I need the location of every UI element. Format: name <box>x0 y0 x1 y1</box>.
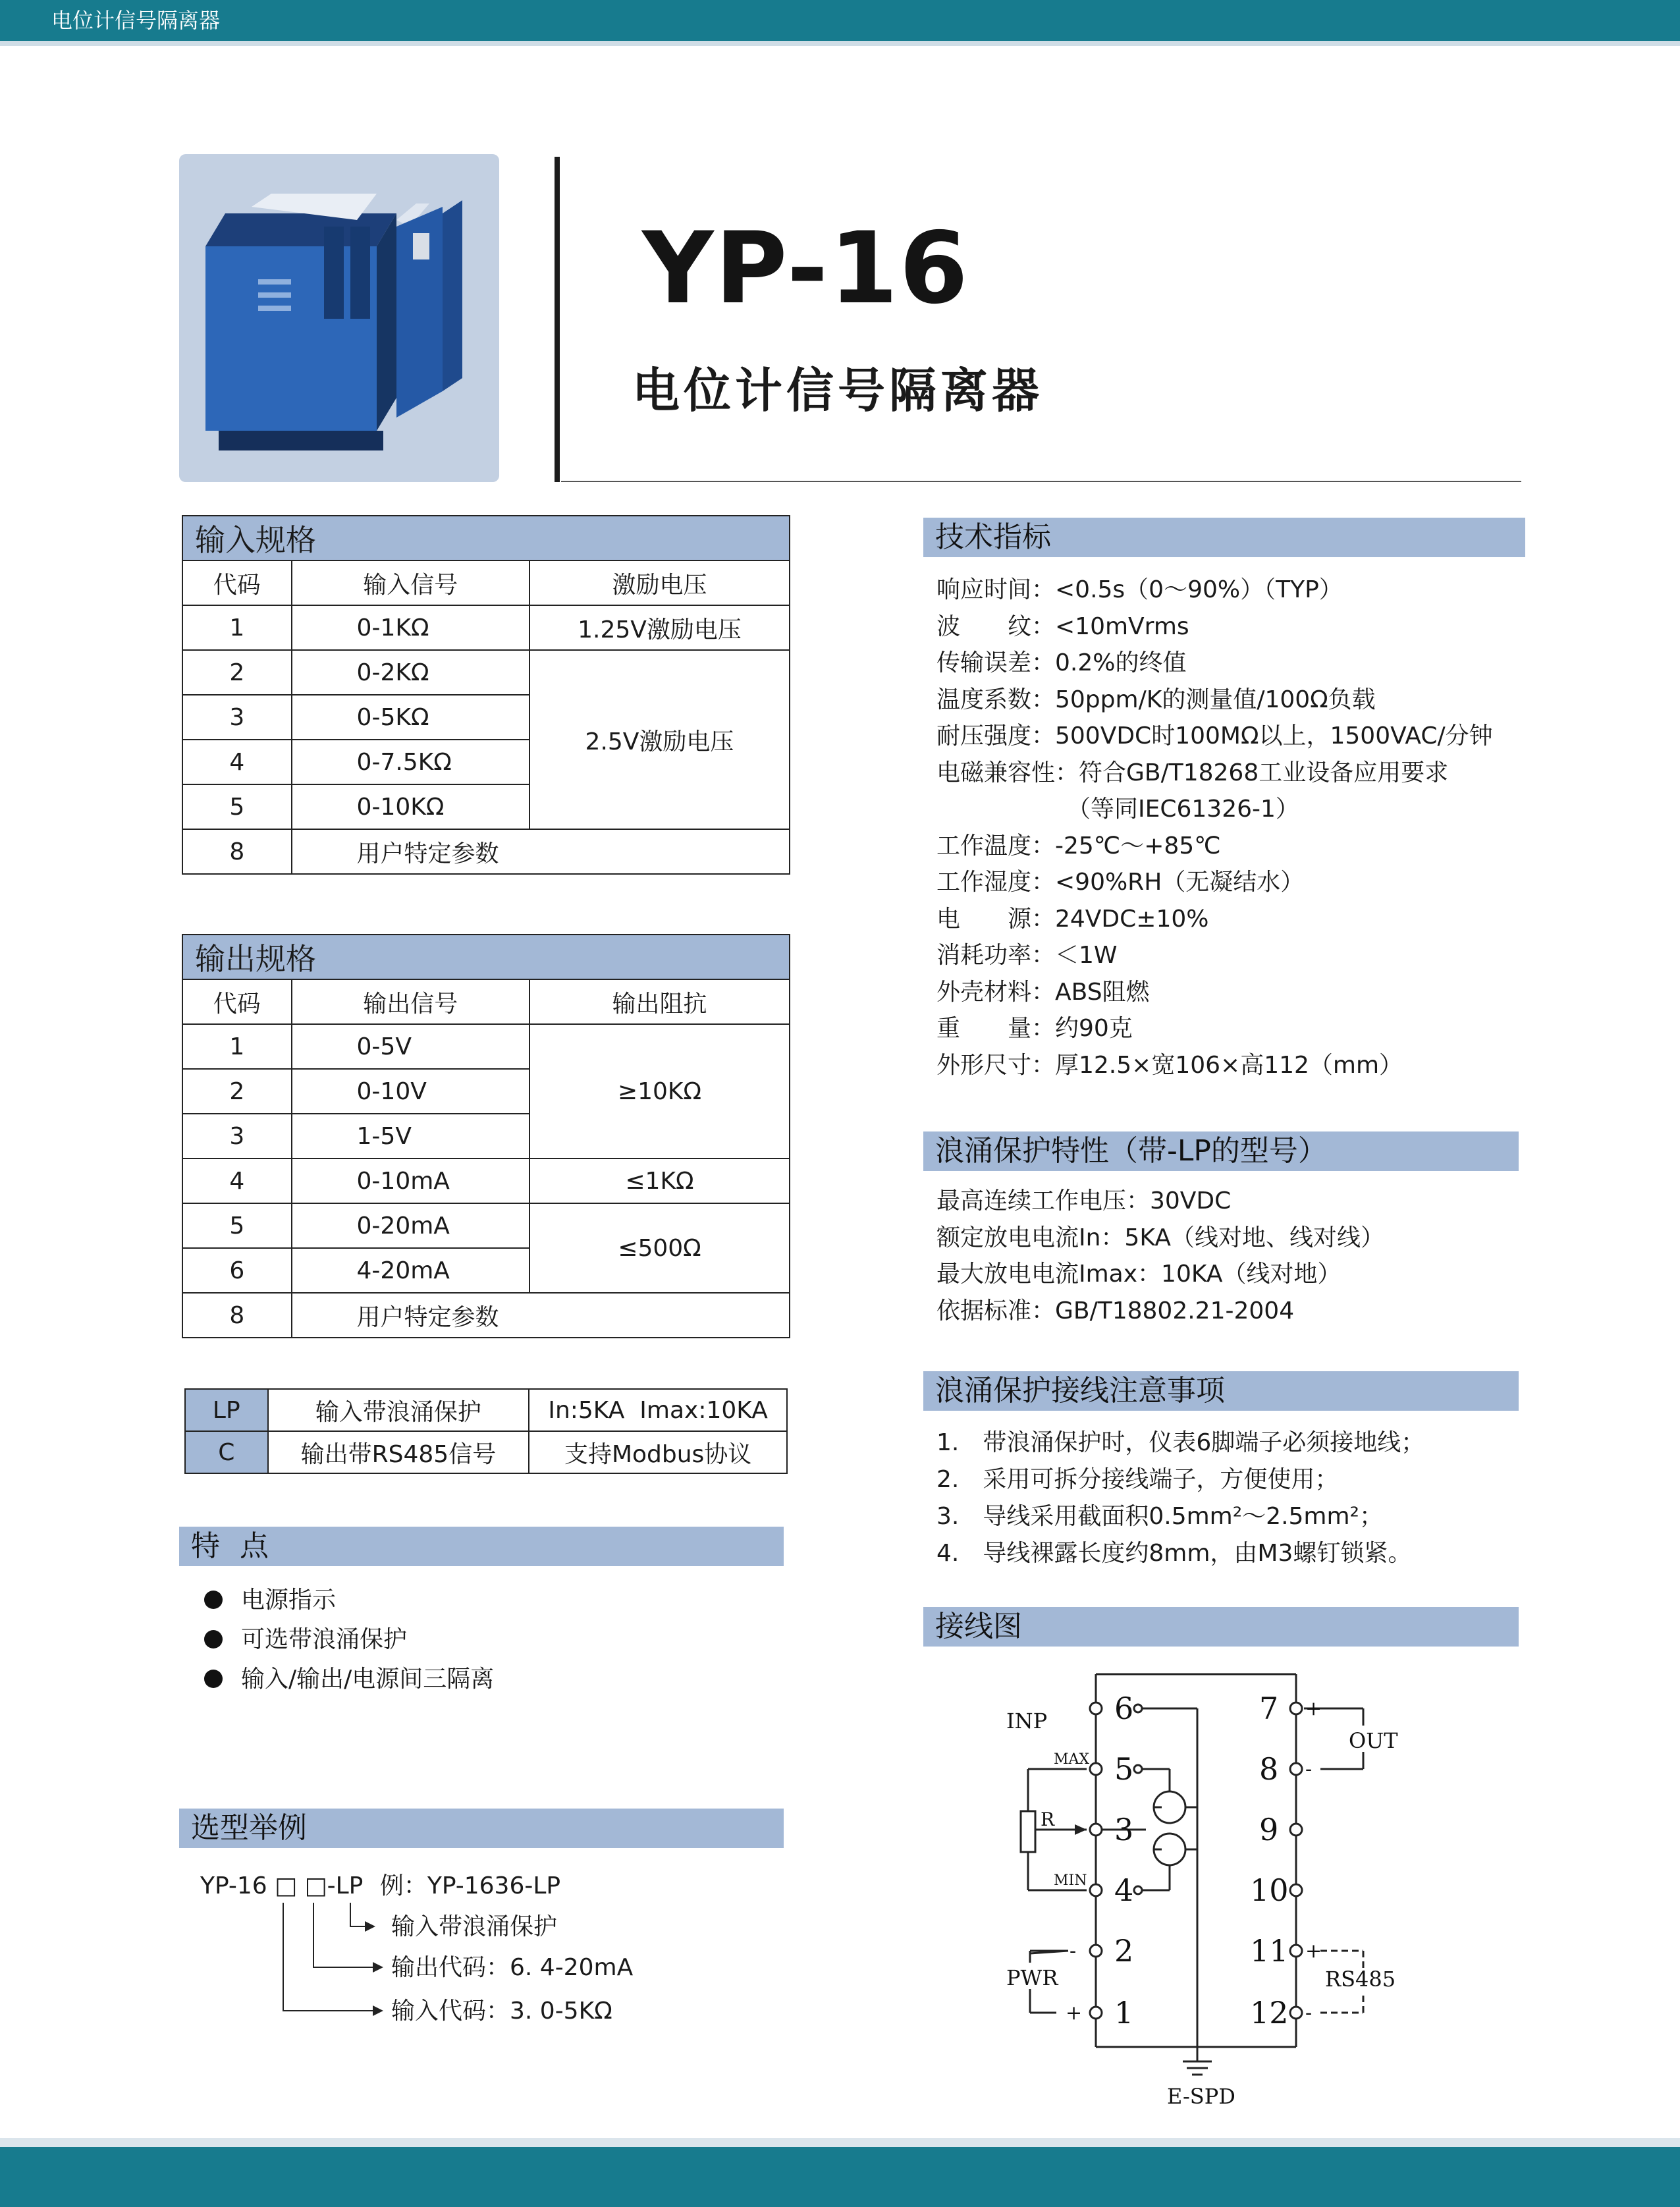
selection-title: 选型举例 <box>179 1809 784 1848</box>
table-row <box>182 1203 790 1248</box>
sign-label: - <box>1305 1758 1313 1781</box>
table-row <box>182 1158 790 1203</box>
output-signal: 1-5V <box>292 1114 529 1158</box>
list-item: 外形尺寸：厚12.5×宽106×高112（mm） <box>936 1051 1403 1079</box>
list-item: 电磁兼容性：符合GB/T18268工业设备应用要求 <box>936 759 1449 786</box>
header-bar <box>0 0 1680 41</box>
output-impedance: ≤1KΩ <box>529 1158 790 1203</box>
input-header-excitation: 激励电压 <box>529 560 790 605</box>
inp-label: INP <box>1006 1708 1048 1733</box>
table-row <box>185 1431 787 1473</box>
pin-label: 11 <box>1250 1933 1289 1969</box>
pin-label: 3 <box>1114 1812 1134 1847</box>
list-item: 电 源：24VDC±10% <box>936 905 1209 933</box>
pin-label: 5 <box>1114 1751 1134 1787</box>
title-divider-horizontal <box>561 481 1521 482</box>
table-row <box>182 605 790 650</box>
option-value: 支持Modbus协议 <box>529 1431 787 1473</box>
option-desc: 输入带浪涌保护 <box>268 1389 529 1431</box>
footer-divider <box>0 2138 1680 2147</box>
table-row <box>182 1024 790 1069</box>
option-code: C <box>185 1431 268 1473</box>
selection-arrows <box>277 1900 408 2019</box>
input-signal: 0-1KΩ <box>292 605 529 650</box>
input-signal: 0-7.5KΩ <box>292 740 529 784</box>
list-item: 重 量：约90克 <box>936 1015 1133 1042</box>
list-item: 最高连续工作电压：30VDC <box>936 1187 1232 1214</box>
option-code: LP <box>185 1389 268 1431</box>
list-item: 耐压强度：500VDC时100MΩ以上，1500VAC/分钟 <box>936 722 1493 749</box>
product-model: YP-16 <box>642 211 969 326</box>
bullet-icon <box>204 1630 223 1648</box>
list-item: 2. 采用可拆分接线端子，方便使用； <box>936 1466 1339 1493</box>
list-item: 电源指示 <box>204 1581 494 1620</box>
list-item: 响应时间：<0.5s（0～90%）（TYP） <box>936 576 1343 603</box>
list-item: 依据标准：GB/T18802.21-2004 <box>936 1297 1295 1324</box>
output-code: 2 <box>182 1069 292 1114</box>
input-signal: 0-10KΩ <box>292 784 529 829</box>
pin-label: 12 <box>1250 1995 1289 2030</box>
product-image <box>179 154 499 482</box>
bullet-icon <box>204 1591 223 1609</box>
tech-list <box>936 572 1493 1083</box>
sign-label: - <box>1070 1940 1077 1963</box>
input-signal: 0-2KΩ <box>292 650 529 695</box>
options-table <box>184 1388 788 1474</box>
espd-label: E-SPD <box>1167 2084 1235 2108</box>
selection-note: 输出代码：6. 4-20mA <box>391 1954 634 1981</box>
min-label: MIN <box>1054 1872 1087 1889</box>
output-code: 6 <box>182 1248 292 1293</box>
input-header-signal: 输入信号 <box>292 560 529 605</box>
output-code: 5 <box>182 1203 292 1248</box>
input-signal: 0-5KΩ <box>292 695 529 740</box>
list-item: 输入/输出/电源间三隔离 <box>204 1660 494 1699</box>
sign-label: + <box>1305 1940 1322 1963</box>
list-item: 3. 导线采用截面积0.5mm²～2.5mm²； <box>936 1503 1383 1530</box>
output-signal: 0-10V <box>292 1069 529 1114</box>
sign-label: - <box>1305 2002 1313 2025</box>
pin-label: 8 <box>1259 1751 1279 1787</box>
output-signal: 0-20mA <box>292 1203 529 1248</box>
diagram-title: 接线图 <box>923 1607 1519 1647</box>
pin-label: 9 <box>1259 1812 1279 1847</box>
input-code: 8 <box>182 829 292 874</box>
list-item: 波 纹：<10mVrms <box>936 613 1189 640</box>
pin-label: 6 <box>1114 1691 1134 1726</box>
pin-label: 2 <box>1114 1933 1134 1969</box>
pwr-label: PWR <box>1006 1965 1058 1990</box>
list-item: （等同IEC61326-1） <box>936 796 1299 823</box>
footer-bar <box>0 2147 1680 2207</box>
pin-label: 1 <box>1114 1995 1134 2030</box>
input-signal: 用户特定参数 <box>292 829 790 874</box>
output-code: 3 <box>182 1114 292 1158</box>
output-header-signal: 输出信号 <box>292 979 529 1024</box>
option-desc: 输出带RS485信号 <box>268 1431 529 1473</box>
out-label: OUT <box>1349 1728 1398 1753</box>
bullet-icon <box>204 1670 223 1688</box>
surge-title: 浪涌保护特性（带-LP的型号） <box>923 1131 1519 1171</box>
wiring-notes-list <box>936 1425 1424 1572</box>
features-list <box>204 1581 494 1699</box>
selection-example: 例：YP-1636-LP <box>379 1872 561 1899</box>
list-item: 工作温度：-25℃～+85℃ <box>936 832 1221 859</box>
input-code: 3 <box>182 695 292 740</box>
table-row <box>185 1389 787 1431</box>
list-item: 外壳材料：ABS阻燃 <box>936 978 1150 1006</box>
input-code: 5 <box>182 784 292 829</box>
output-spec-title: 输出规格 <box>182 935 790 979</box>
output-impedance: ≥10KΩ <box>529 1024 790 1158</box>
list-item: 最大放电电流Imax：10KA（线对地） <box>936 1261 1341 1288</box>
input-excitation: 1.25V激励电压 <box>529 605 790 650</box>
max-label: MAX <box>1054 1751 1090 1768</box>
title-divider-vertical <box>555 157 560 482</box>
input-spec-table <box>182 515 790 875</box>
r-label: R <box>1041 1809 1055 1830</box>
list-item: 1. 带浪涌保护时，仪表6脚端子必须接地线； <box>936 1429 1425 1456</box>
rs485-label: RS485 <box>1325 1967 1396 1992</box>
wiring-notes-title: 浪涌保护接线注意事项 <box>923 1371 1519 1411</box>
input-code: 1 <box>182 605 292 650</box>
sign-label: + <box>1066 2002 1083 2025</box>
output-code: 8 <box>182 1293 292 1338</box>
header-divider <box>0 41 1680 46</box>
output-signal: 0-5V <box>292 1024 529 1069</box>
features-title: 特 点 <box>179 1527 784 1566</box>
output-signal: 0-10mA <box>292 1158 529 1203</box>
list-item: 温度系数：50ppm/K的测量值/100Ω负载 <box>936 686 1376 713</box>
selection-note: 输入代码：3. 0-5KΩ <box>391 1998 612 2025</box>
list-item: 可选带浪涌保护 <box>204 1620 494 1660</box>
selection-pattern: YP-16 □ □-LP <box>200 1872 364 1899</box>
output-signal: 4-20mA <box>292 1248 529 1293</box>
output-header-code: 代码 <box>182 979 292 1024</box>
list-item: 额定放电电流In：5KA（线对地、线对线） <box>936 1224 1384 1251</box>
list-item: 消耗功率：＜1W <box>936 942 1118 969</box>
table-row <box>182 650 790 695</box>
selection-note: 输入带浪涌保护 <box>391 1913 558 1940</box>
output-header-impedance: 输出阻抗 <box>529 979 790 1024</box>
output-spec-table <box>182 934 790 1338</box>
input-code: 2 <box>182 650 292 695</box>
input-spec-title: 输入规格 <box>182 516 790 560</box>
pin-label: 4 <box>1114 1872 1134 1908</box>
output-impedance: ≤500Ω <box>529 1203 790 1293</box>
table-row <box>182 829 790 874</box>
table-row <box>182 1293 790 1338</box>
output-code: 1 <box>182 1024 292 1069</box>
wiring-diagram <box>988 1660 1449 2108</box>
output-signal: 用户特定参数 <box>292 1293 790 1338</box>
sign-label: + <box>1305 1697 1322 1720</box>
list-item: 工作湿度：<90%RH（无凝结水） <box>936 869 1305 896</box>
header-title: 电位计信号隔离器 <box>51 8 221 33</box>
surge-list <box>936 1183 1384 1329</box>
list-item: 4. 导线裸露长度约8mm，由M3螺钉锁紧。 <box>936 1540 1412 1567</box>
pin-label: 10 <box>1250 1872 1289 1908</box>
option-value: In:5KA Imax:10KA <box>529 1389 787 1431</box>
input-header-code: 代码 <box>182 560 292 605</box>
list-item: 传输误差：0.2%的终值 <box>936 649 1187 676</box>
selection-pattern-line <box>200 1868 560 1905</box>
input-excitation: 2.5V激励电压 <box>529 650 790 829</box>
tech-title: 技术指标 <box>923 518 1525 557</box>
pin-label: 7 <box>1259 1691 1279 1726</box>
product-subtitle: 电位计信号隔离器 <box>632 362 1044 418</box>
input-code: 4 <box>182 740 292 784</box>
output-code: 4 <box>182 1158 292 1203</box>
